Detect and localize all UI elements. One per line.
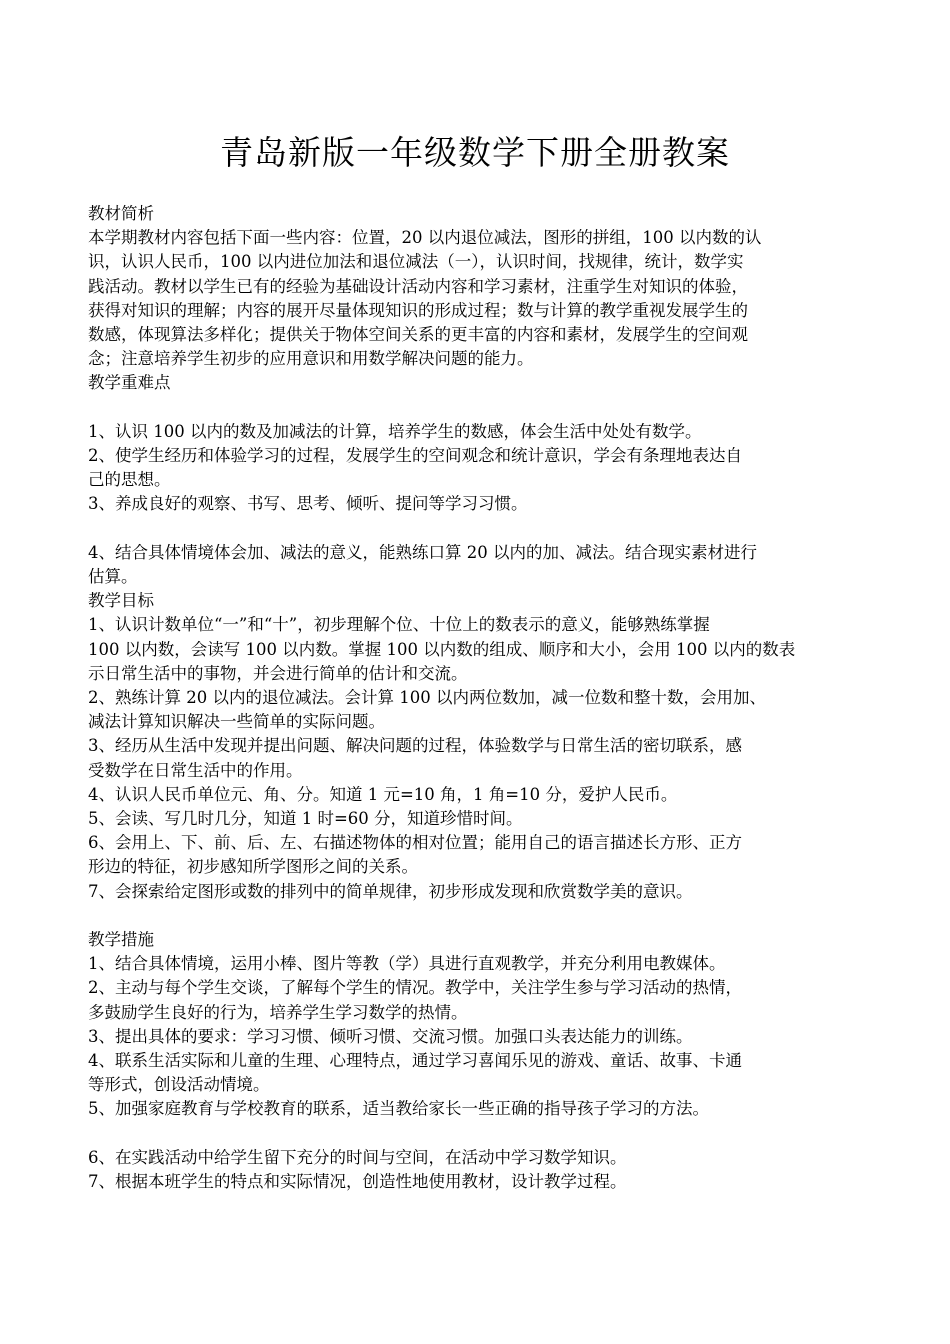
blank-line xyxy=(88,904,866,928)
text-line: 受数学在日常生活中的作用。 xyxy=(88,760,303,780)
text-line: 示日常生活中的事物，并会进行简单的估计和交流。 xyxy=(88,663,468,683)
text-line: 5、加强家庭教育与学校教育的联系，适当教给家长一些正确的指导孩子学习的方法。 xyxy=(88,1099,709,1119)
blank-line xyxy=(88,1122,866,1146)
text-line: 3、提出具体的要求：学习习惯、倾听习惯、交流习惯。加强口头表达能力的训练。 xyxy=(88,1026,693,1046)
text-line: 7、会探索给定图形或数的排列中的简单规律，初步形成发现和欣赏数学美的意识。 xyxy=(88,881,693,901)
text-line: 2、熟练计算 20 以内的退位减法。会计算 100 以内两位数加，减一位数和整十数，会用加、 xyxy=(88,688,766,708)
text-line: 形边的特征，初步感知所学图形之间的关系。 xyxy=(88,857,418,877)
document-title: 青岛新版一年级数学下册全册教案 xyxy=(220,133,730,172)
text-line: 多鼓励学生良好的行为，培养学生学习数学的热情。 xyxy=(88,1002,468,1022)
text-line: 数感，体现算法多样化；提供关于物体空间关系的更丰富的内容和素材，发展学生的空间观 xyxy=(88,325,748,345)
document-body xyxy=(88,202,866,1194)
blank-line xyxy=(88,396,866,420)
text-line: 2、主动与每个学生交谈，了解每个学生的情况。教学中，关注学生参与学习活动的热情， xyxy=(88,978,742,998)
text-line: 本学期教材内容包括下面一些内容：位置，20 以内退位减法，图形的拼组，100 以内数的认 xyxy=(88,228,762,248)
text-line: 教材简析 xyxy=(88,204,154,223)
text-line: 1、认识 100 以内的数及加减法的计算，培养学生的数感，体会生活中处处有数学。 xyxy=(88,421,702,441)
text-line: 识，认识人民币，100 以内进位加法和退位减法（一），认识时间，找规律，统计，数学实 xyxy=(88,252,744,272)
text-line: 估算。 xyxy=(88,567,138,587)
text-line: 教学目标 xyxy=(88,591,154,611)
text-line: 4、结合具体情境体会加、减法的意义，能熟练口算 20 以内的加、减法。结合现实素材进行 xyxy=(88,542,757,562)
text-line: 4、联系生活实际和儿童的生理、心理特点，通过学习喜闻乐见的游戏、童话、故事、卡通 xyxy=(88,1051,742,1071)
text-line: 5、会读、写几时几分，知道 1 时=60 分，知道珍惜时间。 xyxy=(88,809,523,829)
text-line: 3、养成良好的观察、书写、思考、倾听、提问等学习习惯。 xyxy=(88,494,528,514)
text-line: 6、会用上、下、前、后、左、右描述物体的相对位置；能用自己的语言描述长方形、正方 xyxy=(88,833,742,853)
text-line: 1、结合具体情境，运用小棒、图片等教（学）具进行直观教学，并充分利用电教媒体。 xyxy=(88,954,726,974)
text-line: 2、使学生经历和体验学习的过程，发展学生的空间观念和统计意识，学会有条理地表达自 xyxy=(88,446,742,466)
text-line: 践活动。教材以学生已有的经验为基础设计活动内容和学习素材，注重学生对知识的体验， xyxy=(88,276,748,296)
text-line: 己的思想。 xyxy=(88,470,171,490)
text-line: 获得对知识的理解；内容的展开尽量体现知识的形成过程；数与计算的教学重视发展学生的 xyxy=(88,300,748,320)
text-line: 7、根据本班学生的特点和实际情况，创造性地使用教材，设计教学过程。 xyxy=(88,1172,627,1192)
text-line: 等形式，创设活动情境。 xyxy=(88,1075,270,1095)
text-line: 减法计算知识解决一些简单的实际问题。 xyxy=(88,712,385,732)
text-line: 3、经历从生活中发现并提出问题、解决问题的过程，体验数学与日常生活的密切联系，感 xyxy=(88,736,742,756)
blank-line xyxy=(88,517,866,541)
text-line: 6、在实践活动中给学生留下充分的时间与空间，在活动中学习数学知识。 xyxy=(88,1147,627,1167)
text-line: 4、认识人民币单位元、角、分。知道 1 元=10 角，1 角=10 分，爱护人民币。 xyxy=(88,784,678,804)
text-line: 100 以内数，会读写 100 以内数。掌握 100 以内数的组成、顺序和大小，会用 100 以内的数表 xyxy=(88,639,796,659)
text-line: 1、认识计数单位“一”和“十”，初步理解个位、十位上的数表示的意义，能够熟练掌握 xyxy=(88,615,710,635)
text-line: 教学措施 xyxy=(88,930,154,950)
text-line: 教学重难点 xyxy=(88,373,171,393)
text-line: 念；注意培养学生初步的应用意识和用数学解决问题的能力。 xyxy=(88,349,534,369)
